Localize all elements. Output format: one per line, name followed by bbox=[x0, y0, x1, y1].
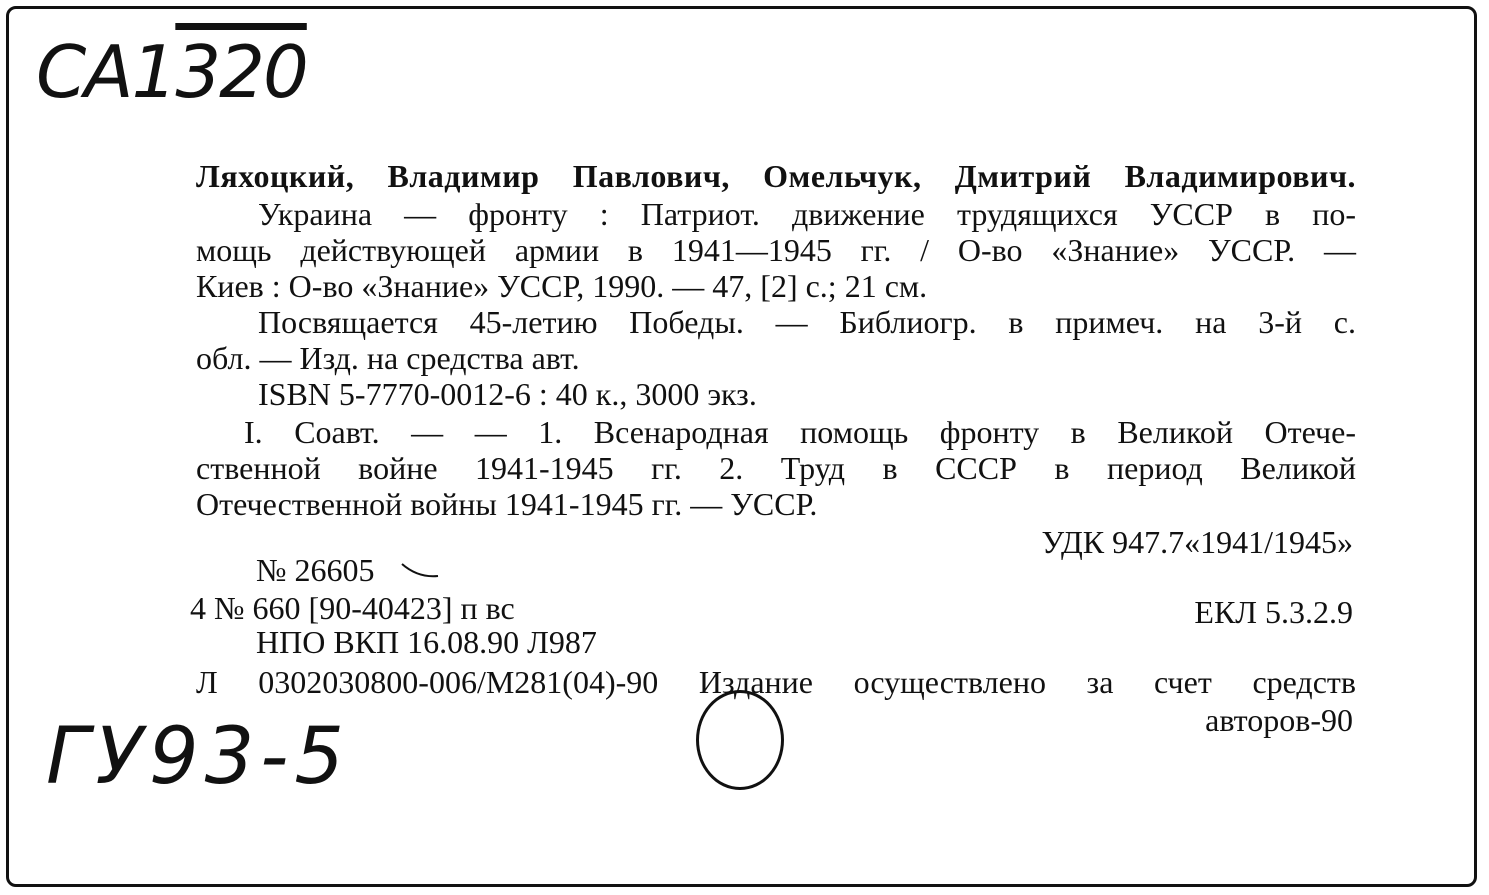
card-heading: Ляхоцкий, Владимир Павлович, Омельчук, Дмитрий Владимирович. bbox=[196, 158, 1356, 194]
publication-code-continued: авторов-90 bbox=[1205, 702, 1353, 738]
udc-classification: УДК 947.7«1941/1945» bbox=[1041, 524, 1353, 560]
npo-line: НПО ВКП 16.08.90 Л987 bbox=[256, 624, 597, 660]
handwritten-inventory-mark: ГУ93-5 bbox=[46, 712, 351, 802]
shelf-mark-prefix: СА1 bbox=[36, 30, 176, 114]
shelf-mark-number: 320 bbox=[175, 30, 307, 114]
ekl-classification: ЕКЛ 5.3.2.9 bbox=[1194, 594, 1353, 630]
subject-line-1: I. Соавт. — — 1. Всенародная помощь фронту в Великой Отече- bbox=[244, 414, 1356, 450]
note-line-1: Посвящается 45-летию Победы. — Библиогр. в примеч. на 3-й с. bbox=[258, 304, 1356, 340]
title-line-3: Киев : О-во «Знание» УССР, 1990. — 47, [2] с.; 21 см. bbox=[196, 268, 928, 304]
subject-line-2: ственной войне 1941-1945 гг. 2. Труд в СССР в период Великой bbox=[196, 450, 1356, 486]
pen-tick-mark bbox=[400, 560, 440, 580]
handwritten-shelf-mark bbox=[36, 30, 307, 114]
card-number: № 26605 bbox=[256, 552, 375, 588]
title-line-1: Украина — фронту : Патриот. движение трудящихся УССР в по- bbox=[258, 196, 1356, 232]
title-line-2: мощь действующей армии в 1941—1945 гг. / О-во «Знание» УССР. — bbox=[196, 232, 1356, 268]
print-order: 4 № 660 [90-40423] п вс bbox=[190, 590, 515, 626]
note-line-2: обл. — Изд. на средства авт. bbox=[196, 340, 580, 376]
publication-code: Л 0302030800-006/М281(04)-90 Издание осуществлено за счет средств bbox=[196, 664, 1356, 700]
subject-line-3: Отечественной войны 1941-1945 гг. — УССР. bbox=[196, 486, 818, 522]
stamp-circle-mark bbox=[696, 690, 784, 790]
isbn-line: ISBN 5-7770-0012-6 : 40 к., 3000 экз. bbox=[258, 376, 757, 412]
